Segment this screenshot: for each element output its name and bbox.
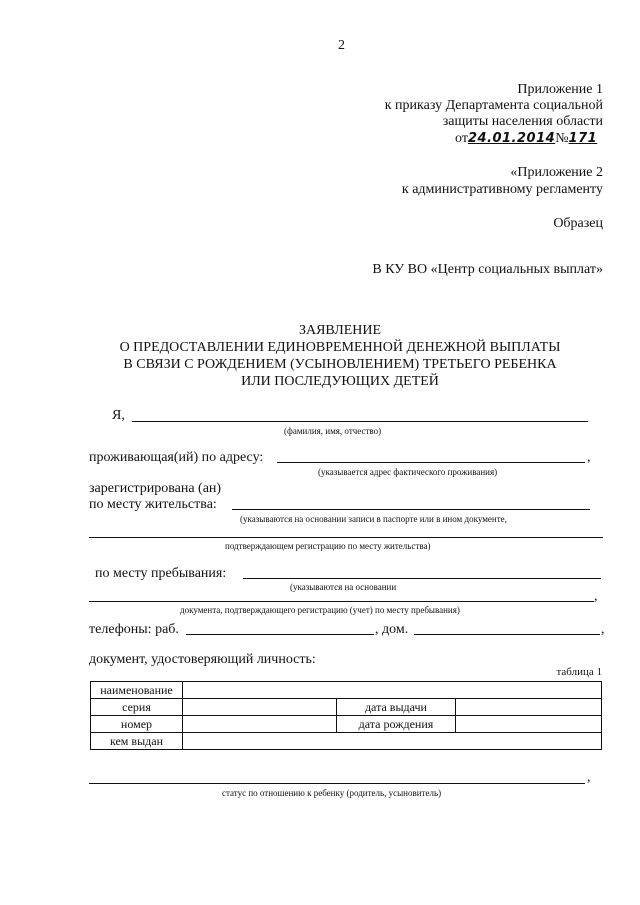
id-document-table (90, 681, 602, 750)
phone-work-input-line[interactable] (186, 634, 374, 635)
title-line1: ЗАЯВЛЕНИЕ (298, 323, 382, 338)
date-value: 24.01.2014 (467, 131, 556, 146)
registered-input-line2[interactable] (89, 537, 603, 538)
name-value-cell[interactable] (182, 682, 601, 699)
appendix2-line2: к административному регламенту (401, 182, 603, 197)
title-line2: О ПРЕДОСТАВЛЕНИИ ЕДИНОВРЕМЕННОЙ ДЕНЕЖНОЙ ВЫПЛАТЫ (119, 340, 561, 355)
name-label-cell: наименование (91, 682, 183, 699)
stay-label: по месту пребывания: (95, 566, 227, 581)
addressee: В КУ ВО «Центр социальных выплат» (372, 262, 603, 277)
status-input-line[interactable] (89, 783, 585, 784)
fio-hint: (фамилия, имя, отчество) (284, 426, 382, 436)
stay-hint1: (указываются на основании (290, 582, 397, 592)
phone-home-input-line[interactable] (414, 634, 600, 635)
registered-hint1: (указываются на основании записи в паспорте или в ином документе, (240, 514, 507, 524)
birth-date-value-cell[interactable] (456, 716, 602, 733)
phones-home-label: , дом. (375, 622, 409, 637)
residing-input-line[interactable] (277, 462, 585, 463)
phones-end: , (601, 622, 605, 637)
issued-by-value-cell[interactable] (182, 733, 601, 750)
series-value-cell[interactable] (182, 699, 336, 716)
stay-end: , (594, 589, 598, 604)
status-end: , (587, 770, 591, 785)
appendix1-date-line (455, 131, 597, 147)
appendix1-line1: Приложение 1 (517, 82, 603, 97)
registered-input-line[interactable] (232, 509, 590, 510)
stay-input-line2[interactable] (89, 601, 594, 602)
appendix2-line1: «Приложение 2 (510, 165, 603, 180)
birth-date-label-cell: дата рождения (336, 716, 456, 733)
table-row (91, 716, 602, 733)
sample-label: Образец (553, 216, 603, 231)
id-doc-label: документ, удостоверяющий личность: (89, 652, 316, 667)
table-row (91, 733, 602, 750)
registered-label1: зарегистрирована (ан) (89, 481, 222, 496)
i-label: Я, (112, 408, 125, 423)
registered-hint2: подтверждающем регистрацию по месту жительства) (225, 541, 431, 551)
number-value-cell[interactable] (182, 716, 336, 733)
status-hint: статус по отношению к ребенку (родитель, усыновитель) (222, 788, 442, 798)
issue-date-label-cell: дата выдачи (336, 699, 456, 716)
table-row (91, 699, 602, 716)
stay-hint2: документа, подтверждающего регистрацию (учет) по месту пребывания) (180, 605, 460, 615)
title-line3: В СВЯЗИ С РОЖДЕНИЕМ (УСЫНОВЛЕНИЕМ) ТРЕТЬЕГО РЕБЕНКА (123, 357, 557, 372)
fio-input-line[interactable] (132, 421, 588, 422)
table-row (91, 682, 602, 699)
registered-label2: по месту жительства: (89, 497, 217, 512)
stay-input-line[interactable] (243, 578, 601, 579)
table-caption: таблица 1 (556, 666, 602, 678)
number-label-cell: номер (91, 716, 183, 733)
appendix1-line2: к приказу Департамента социальной (384, 98, 603, 113)
phones-label: телефоны: раб. (89, 622, 179, 637)
residing-end: , (587, 450, 591, 465)
issue-date-value-cell[interactable] (456, 699, 602, 716)
residing-label: проживающая(ий) по адресу: (89, 450, 264, 465)
series-label-cell: серия (91, 699, 183, 716)
issued-by-label-cell: кем выдан (91, 733, 183, 750)
title-line4: ИЛИ ПОСЛЕДУЮЩИХ ДЕТЕЙ (241, 374, 439, 389)
number-sign: № (555, 131, 569, 146)
appendix1-line3: защиты населения области (442, 114, 603, 129)
number-value: 171 (568, 131, 598, 146)
residing-hint: (указывается адрес фактического проживания) (318, 467, 498, 477)
page-number: 2 (338, 38, 345, 53)
date-prefix: от (455, 131, 468, 146)
